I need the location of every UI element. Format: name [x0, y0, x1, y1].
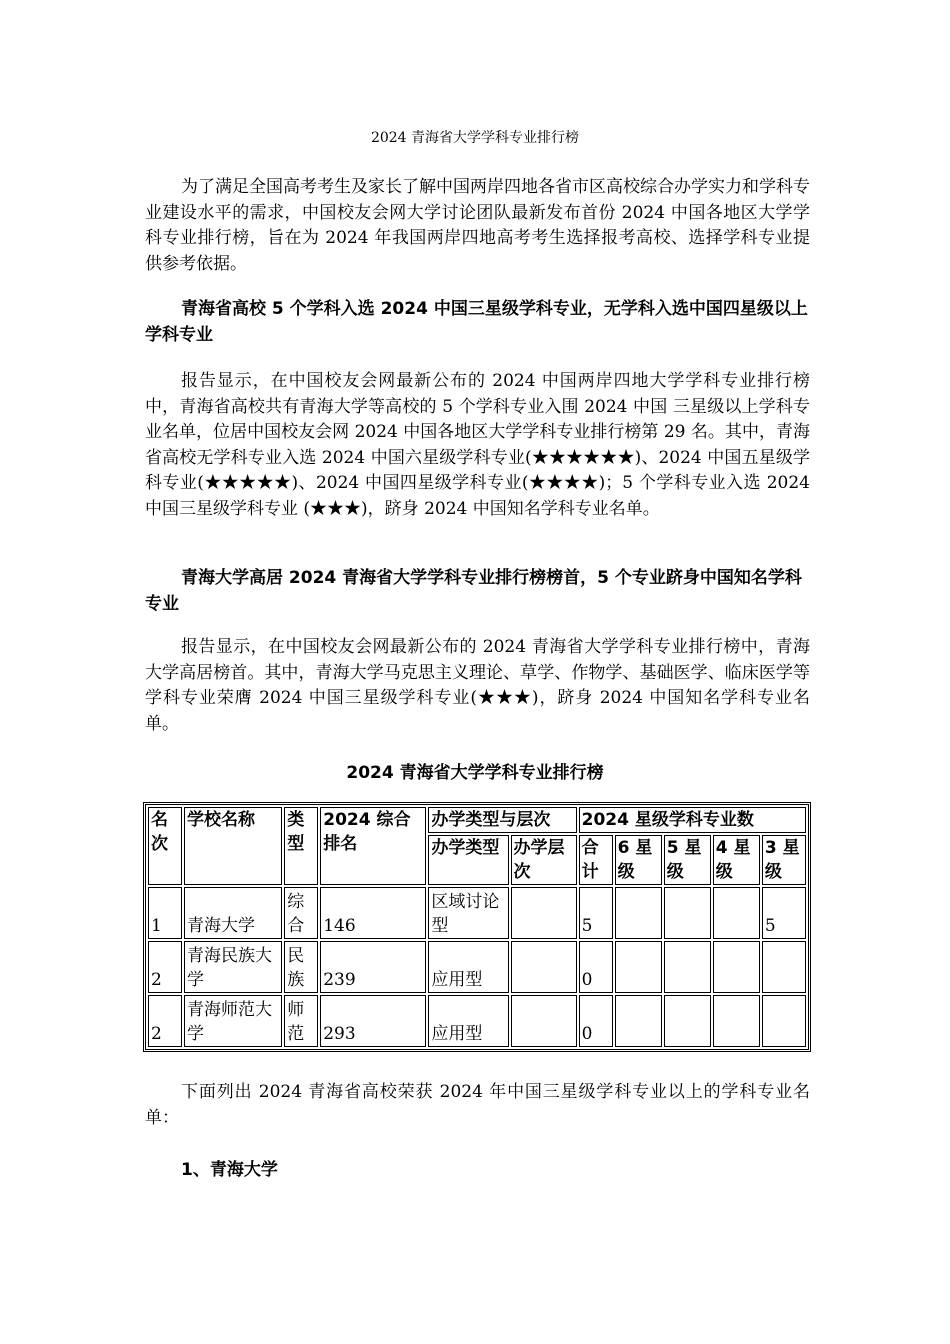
cell-school: 青海民族大学	[184, 941, 282, 993]
cell-3star	[762, 995, 806, 1047]
header-group-edu: 办学类型与层次	[428, 807, 576, 833]
table-row	[148, 995, 806, 1047]
cell-type: 师范	[284, 995, 318, 1047]
header-total: 合计	[579, 835, 613, 885]
cell-6star	[615, 941, 662, 993]
subsection-heading: 1、青海大学	[181, 1160, 278, 1180]
table-row	[148, 887, 806, 939]
header-type: 类型	[284, 807, 318, 885]
cell-type: 民族	[284, 941, 318, 993]
header-score: 2024 综合排名	[320, 807, 426, 885]
cell-3star: 5	[762, 887, 806, 939]
ranking-table	[143, 802, 811, 1052]
cell-total: 5	[579, 887, 613, 939]
section-paragraph-3: 下面列出 2024 青海省高校荣获 2024 年中国三星级学科专业以上的学科专业名单：	[145, 1082, 810, 1128]
cell-4star	[713, 995, 760, 1047]
cell-rank: 1	[148, 887, 182, 939]
section-heading-2: 青海大学高居 2024 青海省大学学科专业排行榜榜首，5 个专业跻身中国知名学科专业	[145, 568, 802, 614]
section-heading-1: 青海省高校 5 个学科入选 2024 中国三星级学科专业，无学科入选中国四星级以上学科专业	[145, 299, 808, 345]
section-paragraph-1: 报告显示，在中国校友会网最新公布的 2024 中国两岸四地大学学科专业排行榜中，青海省高校共有青海大学等高校的 5 个学科专业入围 2024 中国 三星级以上学科专业名单，位居中国校友会网 2024 中国各地区大学学科专业排行榜第 29 名。其中，青海省高校无学科专业入选 2024 中国六星级学科专业(★★★★★★)、2024 中国五星级学科专业(★★★★★)、2024 中国四星级学科专业(★★★★)；5 个学科专业入选 2024 中国三星级学科专业 (★★★)，跻身 2024 中国知名学科专业名单。	[145, 371, 810, 519]
cell-score: 293	[320, 995, 426, 1047]
cell-school: 青海师范大学	[184, 995, 282, 1047]
cell-school: 青海大学	[184, 887, 282, 939]
cell-score: 146	[320, 887, 426, 939]
cell-5star	[664, 941, 711, 993]
section-paragraph-2: 报告显示，在中国校友会网最新公布的 2024 青海省大学学科专业排行榜中，青海大学高居榜首。其中，青海大学马克思主义理论、草学、作物学、基础医学、临床医学等学科专业荣膺 2024 中国三星级学科专业(★★★)，跻身 2024 中国知名学科专业名单。	[145, 637, 810, 734]
intro-paragraph: 为了满足全国高考考生及家长了解中国两岸四地各省市区高校综合办学实力和学科专业建设水平的需求，中国校友会网大学讨论团队最新发布首份 2024 中国各地区大学学科专业排行榜，旨在为 2024 年我国两岸四地高考考生选择报考高校、选择学科专业提供参考依据。	[145, 177, 810, 274]
cell-4star	[713, 941, 760, 993]
table-title: 2024 青海省大学学科专业排行榜	[346, 763, 604, 783]
cell-edu-type: 应用型	[428, 941, 508, 993]
header-group-stars: 2024 星级学科专业数	[579, 807, 806, 833]
cell-3star	[762, 941, 806, 993]
header-edu-type: 办学类型	[428, 835, 508, 885]
header-level: 办学层次	[511, 835, 577, 885]
cell-total: 0	[579, 941, 613, 993]
cell-6star	[615, 887, 662, 939]
cell-6star	[615, 995, 662, 1047]
header-6star: 6 星级	[615, 835, 662, 885]
header-3star: 3 星级	[762, 835, 806, 885]
table-row	[148, 941, 806, 993]
cell-4star	[713, 887, 760, 939]
cell-level	[511, 887, 577, 939]
cell-5star	[664, 887, 711, 939]
header-4star: 4 星级	[713, 835, 760, 885]
header-5star: 5 星级	[664, 835, 711, 885]
cell-level	[511, 941, 577, 993]
cell-rank: 2	[148, 995, 182, 1047]
cell-edu-type: 应用型	[428, 995, 508, 1047]
cell-rank: 2	[148, 941, 182, 993]
cell-edu-type: 区域讨论型	[428, 887, 508, 939]
header-school: 学校名称	[184, 807, 282, 885]
cell-total: 0	[579, 995, 613, 1047]
cell-type: 综合	[284, 887, 318, 939]
cell-5star	[664, 995, 711, 1047]
page-title: 2024 青海省大学学科专业排行榜	[370, 130, 580, 146]
cell-score: 239	[320, 941, 426, 993]
header-rank: 名次	[148, 807, 182, 885]
cell-level	[511, 995, 577, 1047]
